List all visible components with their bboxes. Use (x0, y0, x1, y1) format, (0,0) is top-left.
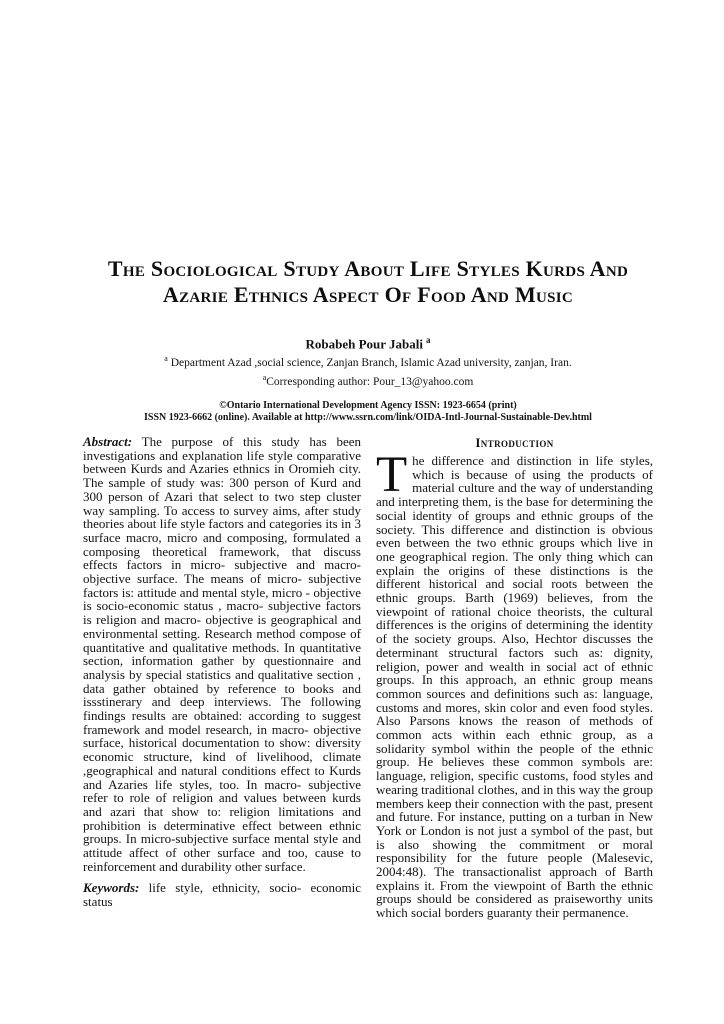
two-column-body (83, 435, 653, 920)
introduction-text: he difference and distinction in life styles, which is because of using the products of material culture and the way of understanding and interpreting them, is the base for determining the social identity of groups and ethnic groups of the society. This difference and distinction is obvious even between the two ethnic groups which live in one geographical region. The only thing which can explain the origins of these distinctions is the different historical and social roots between the ethnic groups. Barth (1969) believes, from the viewpoint of rational choice theorists, the cultural differences is the origins of determining the identity of the society groups. Also, Hechtor discusses the determinant structural factors such as: dignity, religion, power and wealth in social act of ethnic groups. In this approach, an ethnic group means common sources and definitions such as: language, customs and mores, skin color and even food styles. Also Parsons knows the reason of methods of common acts within each ethnic group, as a solidarity symbol within the people of the ethnic group. He believes these common symbols are: language, religion, specific customs, food styles and wearing traditional clothes, and in this way the group members keep their connection with the past, present and future. For instance, putting on a turban in New York or London is not just a symbol of the past, but is also showing the commitment or moral responsibility for the future people (Malesevic, 2004:48). The transactionalist approach of Barth explains it. From the viewpoint of Barth the ethnic groups should be considered as praiseworthy units which social borders guaranty their permanence. (376, 452, 653, 921)
affiliation-text: Department Azad ,social science, Zanjan Branch, Islamic Azad university, zanjan, Iran. (167, 357, 572, 370)
keywords-paragraph (83, 881, 361, 908)
abstract-paragraph (83, 435, 361, 874)
keywords-text: life style, ethnicity, socio- economic status (83, 880, 361, 910)
publisher-info (83, 400, 653, 425)
paper-title: The Sociological Study About Life Styles Kurds And Azarie Ethnics Aspect Of Food And Music (107, 256, 629, 307)
author-name: Robabeh Pour Jabali (305, 336, 423, 352)
abstract-label: Abstract: (83, 433, 133, 449)
page-content (83, 256, 653, 920)
right-column (376, 435, 653, 920)
corresponding-author-line (83, 371, 653, 389)
left-column (83, 435, 361, 920)
abstract-text: The purpose of this study has been investigations and explanation life style comparative between Kurds and Azaries ethnics in Oromieh city. The sample of study was: 300 person of Kurd and 300 person of Azari that select to two step cluster way sampling. To access to survey aims, after study theories about life style factors and categories its in 3 surface macro, micro and composing, formulated a composing theoretical framework, that discuss effects factors in micro- subjective and macro- objective surface. The means of micro- subjective factors is: attitude and mental style, micro - objective is socio-economic status , macro- subjective factors is religion and macro- objective is geographical and environmental setting. Research method compose of quantitative and qualitative methods. In quantitative section, information gather by questionnaire and analysis by special statistics and qualitative section , data gather obtained by reference to books and issstinerary and deep interviews. The following findings results are obtained: according to suggest framework and model research, in macro- objective surface, historical documentation to show: diversity economic structure, kind of livelihood, climate ,geographical and natural conditions effect to Kurds and Azaries life styles, too. In macro- subjective refer to role of religion and values between kurds and azari that show to: religion limitations and prohibition is determinative effect between ethnic groups. In micro-subjective surface mental style and attitude affect of other surface and too, cause to reinforcement and durability other surface. (83, 433, 361, 874)
keywords-label: Keywords: (83, 880, 140, 896)
affiliation-line (83, 352, 653, 370)
publisher-issn-print-line: ©Ontario International Development Agency ISSN: 1923-6654 (print) (219, 399, 517, 411)
introduction-paragraph (376, 446, 653, 921)
publisher-issn-online-line: ISSN 1923-6662 (online). Available at http://www.ssrn.com/link/OIDA-Intl-Journal-Sustainable-Dev.html (144, 412, 592, 424)
introduction-heading: Introduction (475, 434, 554, 450)
author-affiliation-marker: a (426, 335, 431, 345)
corresponding-marker: a (262, 372, 267, 382)
affiliation-marker: a (164, 354, 168, 364)
dropcap-letter: T (376, 446, 408, 503)
corresponding-text: Corresponding author: Pour_13@yahoo.com (266, 375, 474, 388)
author-line (83, 332, 653, 352)
